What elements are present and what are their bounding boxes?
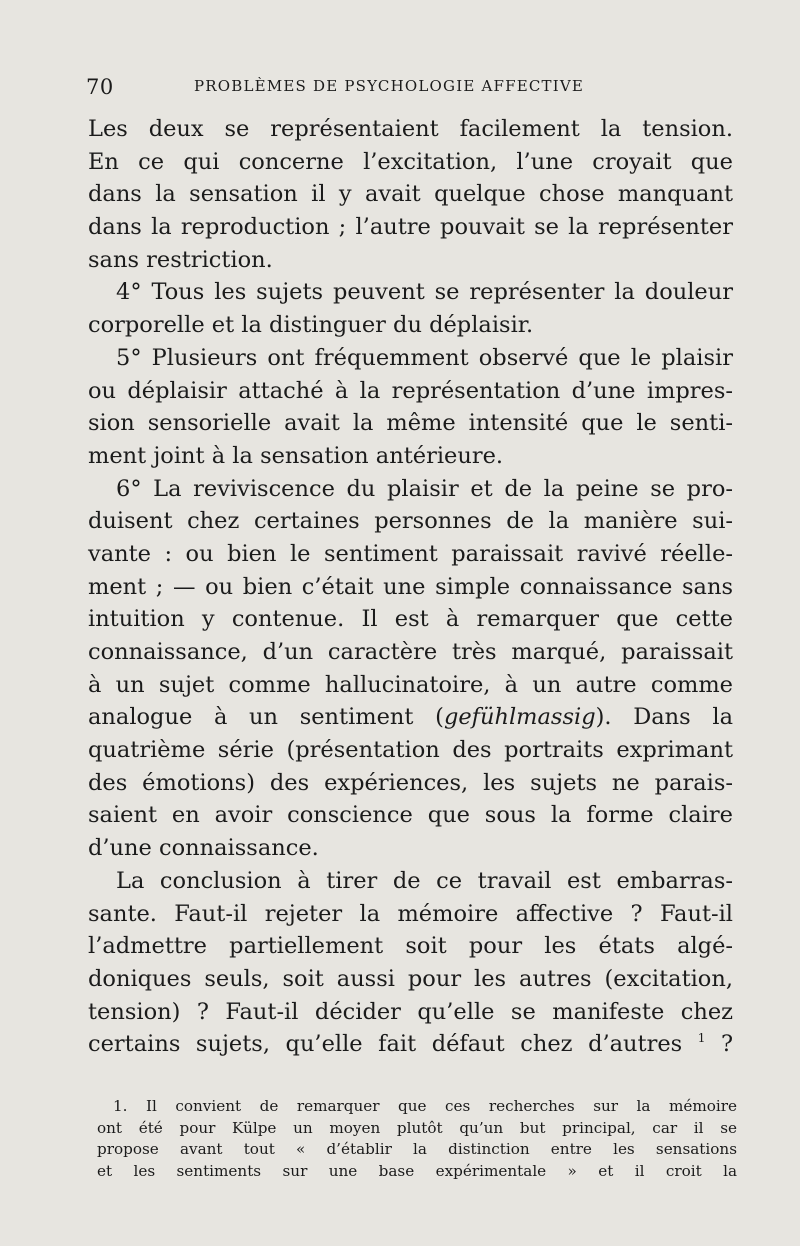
text-line: 6° La reviviscence du plaisir et de la peine se pro- [116, 475, 733, 502]
text-fragment: certains sujets, qu’elle fait défaut chez d’autres [88, 1031, 698, 1058]
text-line-italic [88, 701, 733, 734]
text-line: sante. Faut-il rejeter la mémoire affective ? Faut-il [88, 900, 733, 927]
text-line: En ce qui concerne l’excitation, l’une croyait que [88, 148, 733, 175]
text-line: 5° Plusieurs ont fréquemment observé que le plaisir [116, 344, 733, 371]
footnote-ref[interactable]: 1 [697, 1031, 706, 1046]
text-line: dans la reproduction ; l’autre pouvait se la représenter [88, 214, 733, 241]
footnote-line: ont été pour Külpe un moyen plutôt qu’un but principal, car il se [97, 1118, 737, 1137]
text-fragment: ). Dans la [595, 704, 733, 731]
text-line: sans restriction. [88, 246, 273, 273]
body-text [88, 113, 733, 1061]
text-line: ment ; — ou bien c’était une simple connaissance sans [88, 573, 733, 600]
text-line: duisent chez certaines personnes de la manière sui- [88, 508, 733, 535]
footnote [97, 1096, 737, 1182]
page-number: 70 [86, 75, 114, 99]
text-line: des émotions) des expériences, les sujets ne parais- [88, 769, 733, 796]
footnote-line: propose avant tout « d’établir la distinction entre les sensations [97, 1140, 737, 1158]
text-line-with-footnote-ref [88, 1028, 733, 1061]
text-line: 4° Tous les sujets peuvent se représenter la douleur [116, 279, 733, 306]
text-line: l’admettre partiellement soit pour les états algé- [88, 933, 733, 960]
text-line: Les deux se représentaient facilement la tension. [88, 116, 733, 142]
text-line: vante : ou bien le sentiment paraissait ravivé réelle- [88, 540, 733, 567]
page-header [86, 75, 736, 105]
text-line: sion sensorielle avait la même intensité que le senti- [88, 410, 733, 437]
text-line: corporelle et la distinguer du déplaisir. [88, 312, 534, 339]
text-fragment: ? [705, 1031, 734, 1058]
text-line: à un sujet comme hallucinatoire, à un autre comme [88, 671, 733, 698]
footnote-line: 1. Il convient de remarquer que ces recherches sur la mémoire [113, 1097, 737, 1115]
italic-term: gefühlmassig [443, 704, 596, 731]
running-head: PROBLÈMES DE PSYCHOLOGIE AFFECTIVE [194, 77, 585, 95]
text-line: La conclusion à tirer de ce travail est embarras- [116, 867, 733, 894]
text-line: saient en avoir conscience que sous la forme claire [88, 802, 733, 829]
text-line: dans la sensation il y avait quelque chose manquant [88, 181, 733, 208]
text-line: quatrième série (présentation des portraits exprimant [88, 737, 733, 764]
text-line: d’une connaissance. [88, 835, 319, 862]
text-fragment: analogue à un sentiment ( [88, 704, 444, 731]
text-line: ment joint à la sensation antérieure. [88, 442, 504, 469]
text-line: connaissance, d’un caractère très marqué, paraissait [88, 639, 733, 665]
text-line: ou déplaisir attaché à la représentation d’une impres- [88, 377, 733, 404]
text-line: intuition y contenue. Il est à remarquer que cette [88, 606, 733, 633]
footnote-line: et les sentiments sur une base expérimentale » et il croit la [97, 1161, 737, 1180]
text-line: tension) ? Faut-il décider qu’elle se manifeste chez [88, 998, 733, 1025]
text-line: doniques seuls, soit aussi pour les autres (excitation, [88, 965, 733, 992]
